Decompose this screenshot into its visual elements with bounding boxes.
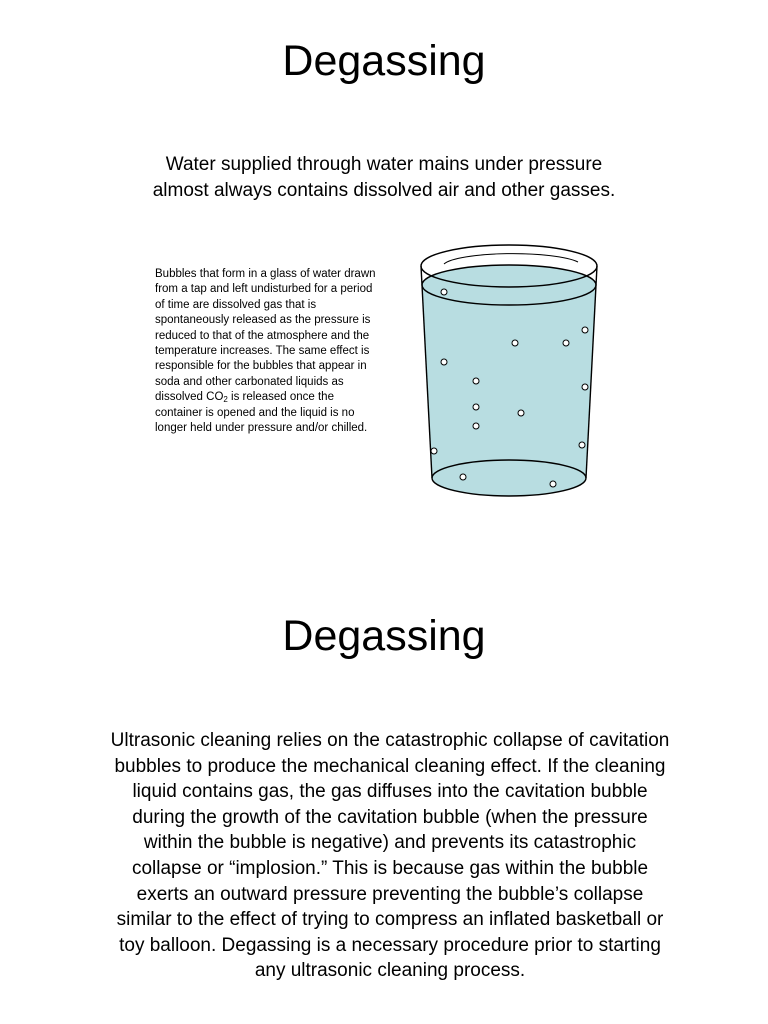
bubbles-text-end: is released once the container is opened and the liquid is no longer held under pressure and/or chilled. xyxy=(155,391,368,435)
glass-of-water-icon xyxy=(416,240,602,500)
intro-line-2: almost always contains dissolved air and other gasses. xyxy=(152,180,616,201)
bubbles-explanation xyxy=(155,267,377,436)
slide-2-title: Degassing xyxy=(282,612,486,660)
slide-2 xyxy=(0,575,768,1024)
slide-2-body: Ultrasonic cleaning relies on the catastrophic collapse of cavitation bubbles to produce the mechanical cleaning effect. If the cleaning liquid contains gas, the gas diffuses into the cavitation bubble during the growth of the cavitation bubble (when the pressure within the bubble is negative) and prevents its catastrophic collapse or “implosion.” This is because gas within the bubble exerts an outward pressure preventing the bubble’s collapse similar to the effect of trying to compress an inflated basketball or toy balloon. Degassing is a necessary procedure prior to starting any ultrasonic cleaning process. xyxy=(110,730,670,982)
bubbles-text-main: Bubbles that form in a glass of water drawn from a tap and left undisturbed for a period of time are dissolved gas that is spontaneously released as the pressure is reduced to that of the atmosphere and the temperature increases. The same effect is responsible for the bubbles that appear in soda and other carbonated liquids as dissolved CO xyxy=(155,268,376,404)
intro-line-1: Water supplied through water mains under pressure xyxy=(165,154,603,175)
slide-1-title: Degassing xyxy=(282,37,486,85)
co2-subscript: 2 xyxy=(223,395,228,405)
slide-1-intro xyxy=(84,152,684,204)
